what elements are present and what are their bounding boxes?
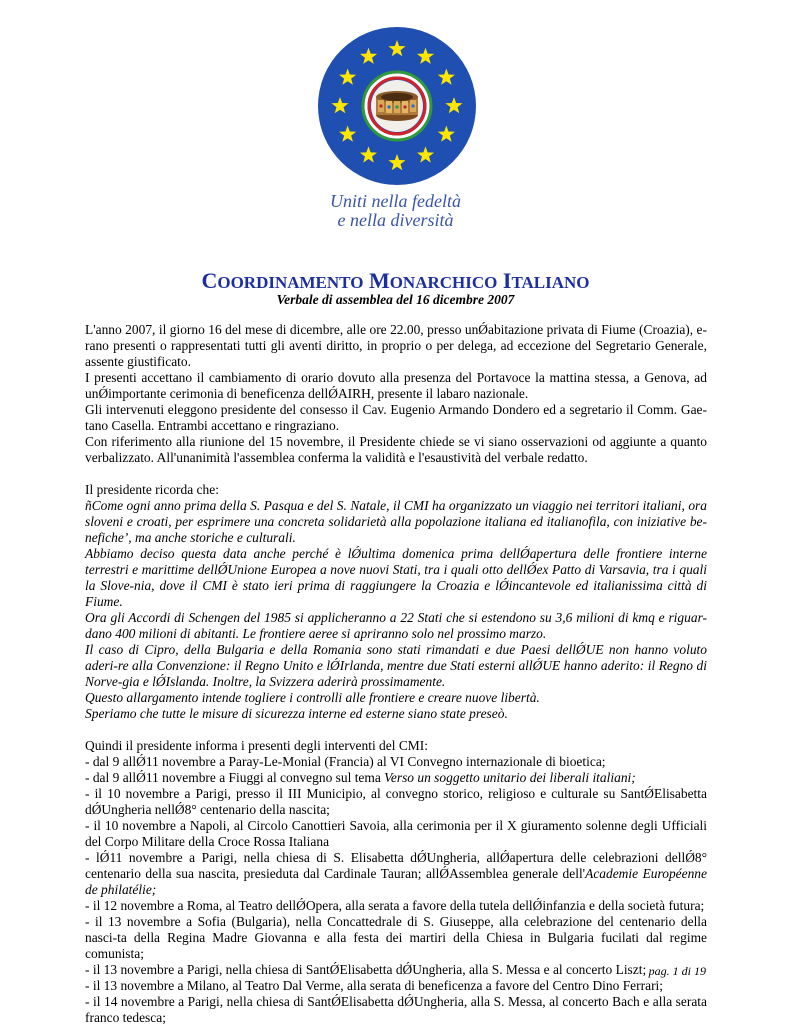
quote-paragraph: Questo allargamento intende togliere i controlli alle frontiere e creare nuove libertà. — [85, 690, 540, 705]
paragraph: Con riferimento alla riunione del 15 novembre, il Presidente chiede se vi siano osservazioni od aggiunte a quanto verbalizzato. All'unanimità l'assemblea conferma la validità e l'esaustività del verbale redatto. — [85, 434, 707, 465]
quote-paragraph: Il caso di Cipro, della Bulgaria e della Romania sono stati rimandati e due Paesi dellǾUE non hanno voluto aderi-re alla Convenzione: il Regno Unito e lǾIrlanda, mentre due Stati esterni allǾUE hanno aderito: il Regno di Norve-gia e lǾIslanda. Inoltre, la Svizzera aderirà prossimamente. — [85, 642, 707, 689]
paragraph: L'anno 2007, il giorno 16 del mese di dicembre, alle ore 22.00, presso unǾabitazione privata di Fiume (Croazia), e-rano presenti o rappresentati tutti gli aventi diritto, in proprio o per delega, ad eccezione del Segretario Generale, assente giustificato. — [85, 322, 707, 369]
paragraph: Gli intervenuti eleggono presidente del consesso il Cav. Eugenio Armando Dondero ed a segretario il Comm. Gae-tano Casella. Entrambi accettano e ringraziano. — [85, 402, 707, 433]
document-subtitle: Verbale di assemblea del 16 dicembre 2007 — [276, 292, 515, 307]
list-item: - dal 9 allǾ11 novembre a Fiuggi al convegno sul tema Verso un soggetto unitario dei liberali italiani; — [85, 770, 636, 785]
list-item: - il 13 novembre a Parigi, nella chiesa di SantǾElisabetta dǾUngheria, alla S. Messa e al concerto Liszt; — [85, 962, 647, 977]
list-item: - il 13 novembre a Milano, al Teatro Dal Verme, alla serata di beneficenza a favore del Centro Dino Ferrari; — [85, 978, 664, 993]
crown-emblem-logo — [318, 27, 476, 185]
quote-paragraph: ñCome ogni anno prima della S. Pasqua e del S. Natale, il CMI ha organizzato un viaggio nei territori italiani, ora sloveni e croati, per esprimere una concreta solidarietà alla popolazione italiana ed italianofila, con iniziative be-neficheʼ, ma anche storiche e culturali. — [85, 498, 707, 545]
list-item: - il 14 novembre a Parigi, nella chiesa di SantǾElisabetta dǾUngheria, alla S. Messa, al concerto Bach e alla serata franco tedesca; — [85, 994, 707, 1025]
quote-paragraph: Abbiamo deciso questa data anche perché è lǾultima domenica prima dellǾapertura delle frontiere interne terrestri e marittime dellǾUnione Europea a nove nuovi Stati, tra i quali otto dellǾex Patto di Varsavia, tra i quali la Slove-nia, dove il CMI è stato ieri prima di raggiungere la Croazia e lǾincantevole ed italianissima città di Fiume. — [85, 546, 707, 609]
paragraph: Il presidente ricorda che: — [85, 482, 219, 497]
page-number: pag. 1 di 19 — [648, 964, 706, 978]
document-body — [85, 322, 707, 1026]
list-item: - il 13 novembre a Sofia (Bulgaria), nella Concattedrale di S. Giuseppe, alla celebrazione del centenario della nasci-ta della Regina Madre Giovanna e alla festa dei martiri della Chiesa in Bulgaria fucilati dal regime comunista; — [85, 914, 707, 961]
motto-line-1: Uniti nella fedeltà — [330, 191, 461, 211]
list-item: - il 10 novembre a Parigi, presso il III Municipio, al convegno storico, religioso e culturale su SantǾElisabetta dǾUngheria nellǾ8° centenario della nascita; — [85, 786, 707, 817]
iron-crown-icon — [376, 91, 418, 121]
quote-paragraph: Ora gli Accordi di Schengen del 1985 si applicheranno a 22 Stati che si estendono su 3,6 milioni di kmq e riguar-dano 400 milioni di abitanti. Le frontiere aeree si apriranno solo nel prossimo marzo. — [85, 610, 707, 641]
document-title: COORDINAMENTO MONARCHICO ITALIANO — [201, 268, 590, 293]
quote-paragraph: Speriamo che tutte le misure di sicurezza interne ed esterne siano state preseò. — [85, 706, 508, 721]
list-item: - il 10 novembre a Napoli, al Circolo Canottieri Savoia, alla cerimonia per il X giuramento solenne degli Ufficiali del Corpo Militare della Croce Rossa Italiana — [85, 818, 707, 849]
paragraph: I presenti accettano il cambiamento di orario dovuto alla presenza del Portavoce la mattina stessa, a Genova, ad unǾimportante cerimonia di beneficenza dellǾAIRH, presente il labaro nazionale. — [85, 370, 707, 401]
paragraph: Quindi il presidente informa i presenti degli interventi del CMI: — [85, 738, 428, 753]
list-item: - dal 9 allǾ11 novembre a Paray-Le-Monial (Francia) al VI Convegno internazionale di bioetica; — [85, 754, 606, 769]
list-item: - il 12 novembre a Roma, al Teatro dellǾOpera, alla serata a favore della tutela dellǾinfanzia e della società futura; — [85, 898, 705, 913]
list-item: - lǾ11 novembre a Parigi, nella chiesa di S. Elisabetta dǾUngheria, allǾapertura delle celebrazioni dellǾ8° centenario della sua nascita, presieduta dal Cardinale Tauran; allǾAssemblea generale dell'Academie Européenne de philatélie; — [85, 850, 707, 897]
motto-line-2: e nella diversità — [337, 210, 454, 230]
